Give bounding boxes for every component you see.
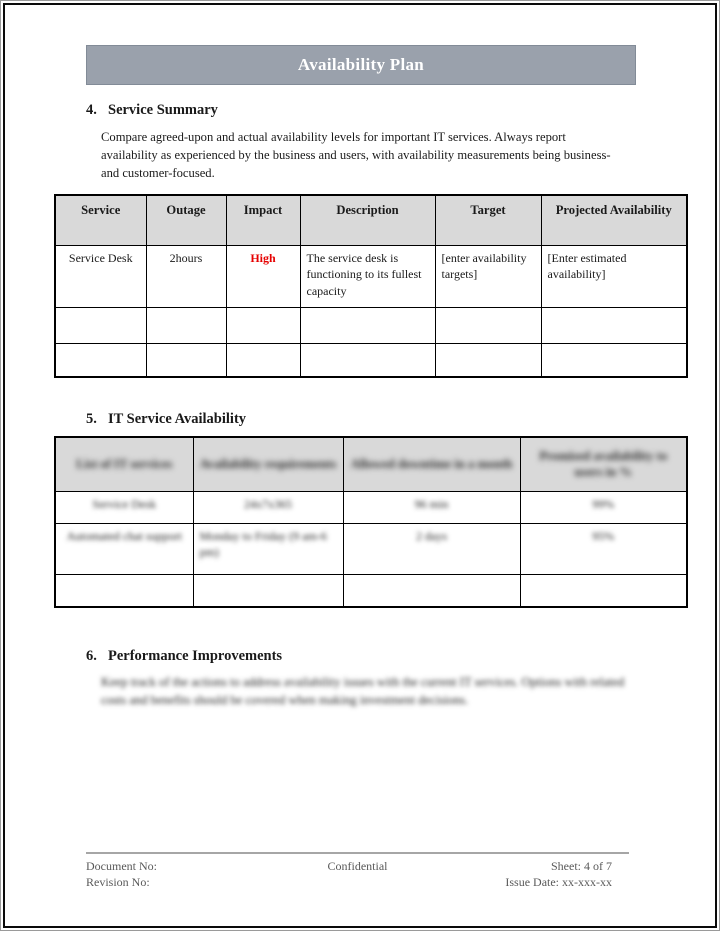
- col-header-allowed-downtime: Allowed downtime in a month: [343, 437, 520, 491]
- cell-availability-requirement: Monday to Friday (9 am-6 pm): [193, 523, 343, 574]
- footer-revision-no: Revision No:: [86, 875, 150, 889]
- section-number: 5.: [86, 411, 97, 427]
- col-header-projected-availability: Projected Availability: [541, 195, 687, 245]
- section-title: IT Service Availability: [108, 411, 247, 427]
- cell-target: [enter availability targets]: [435, 245, 541, 307]
- col-header-service: Service: [55, 195, 146, 245]
- cell-promised-availability: 95%: [520, 523, 687, 574]
- col-header-outage: Outage: [146, 195, 226, 245]
- cell-empty: [226, 307, 300, 343]
- table-header-row-blurred: [55, 437, 687, 491]
- section-number: 6.: [86, 648, 97, 664]
- it-service-availability-table: [54, 436, 688, 608]
- col-header-promised-availability: Promised availability to users in %: [520, 437, 687, 491]
- cell-empty: [146, 307, 226, 343]
- cell-empty: [55, 343, 146, 377]
- cell-empty: [541, 343, 687, 377]
- cell-availability-requirement: 24x7x365: [193, 491, 343, 523]
- cell-it-service: Service Desk: [55, 491, 193, 523]
- table-row-empty: [55, 574, 687, 607]
- cell-empty: [541, 307, 687, 343]
- cell-empty: [226, 343, 300, 377]
- section-heading-service-summary: [86, 102, 218, 119]
- col-header-impact: Impact: [226, 195, 300, 245]
- cell-allowed-downtime: 96 min: [343, 491, 520, 523]
- cell-empty: [146, 343, 226, 377]
- footer-right: [505, 858, 612, 890]
- col-header-it-services: List of IT services: [55, 437, 193, 491]
- cell-projected: [Enter estimated availability]: [541, 245, 687, 307]
- cell-empty: [435, 307, 541, 343]
- section-number: 4.: [86, 102, 97, 118]
- footer-sheet: Sheet: 4 of 7: [551, 859, 612, 873]
- table-row-blurred: [55, 491, 687, 523]
- cell-empty: [55, 574, 193, 607]
- table-row-empty: [55, 307, 687, 343]
- section-title: Service Summary: [108, 102, 218, 118]
- section-heading-performance-improvements: [86, 648, 282, 665]
- cell-service: Service Desk: [55, 245, 146, 307]
- footer-issue-date: Issue Date: xx-xxx-xx: [505, 875, 612, 889]
- col-header-description: Description: [300, 195, 435, 245]
- footer-confidential: Confidential: [327, 859, 388, 873]
- section-title: Performance Improvements: [108, 648, 283, 664]
- table-row: [55, 245, 687, 307]
- service-summary-intro: Compare agreed-upon and actual availability levels for important IT services. Always report availability as experienced by the business and users, with availability measurements being business- and customer-focused.: [101, 130, 611, 181]
- cell-empty: [55, 307, 146, 343]
- footer-divider: [86, 852, 629, 854]
- table-row-blurred: [55, 523, 687, 574]
- cell-empty: [300, 343, 435, 377]
- cell-empty: [193, 574, 343, 607]
- cell-allowed-downtime: 2 days: [343, 523, 520, 574]
- document-title: Availability Plan: [297, 55, 425, 74]
- service-summary-table: [54, 194, 688, 378]
- cell-promised-availability: 99%: [520, 491, 687, 523]
- col-header-target: Target: [435, 195, 541, 245]
- performance-improvements-paragraph-blurred: Keep track of the actions to address availability issues with the current IT services. Options with related costs and benefits should be covered when making investment decisions.: [101, 675, 625, 708]
- col-header-availability-requirements: Availability requirements: [193, 437, 343, 491]
- cell-empty: [520, 574, 687, 607]
- cell-description: The service desk is functioning to its fullest capacity: [300, 245, 435, 307]
- table-row-empty: [55, 343, 687, 377]
- document-title-bar: [86, 45, 636, 85]
- cell-empty: [343, 574, 520, 607]
- section-heading-it-service-availability: [86, 411, 246, 428]
- cell-impact: High: [226, 245, 300, 307]
- footer-document-no: Document No:: [86, 859, 157, 873]
- cell-empty: [300, 307, 435, 343]
- table-header-row: [55, 195, 687, 245]
- cell-it-service: Automated chat support: [55, 523, 193, 574]
- cell-empty: [435, 343, 541, 377]
- cell-outage: 2hours: [146, 245, 226, 307]
